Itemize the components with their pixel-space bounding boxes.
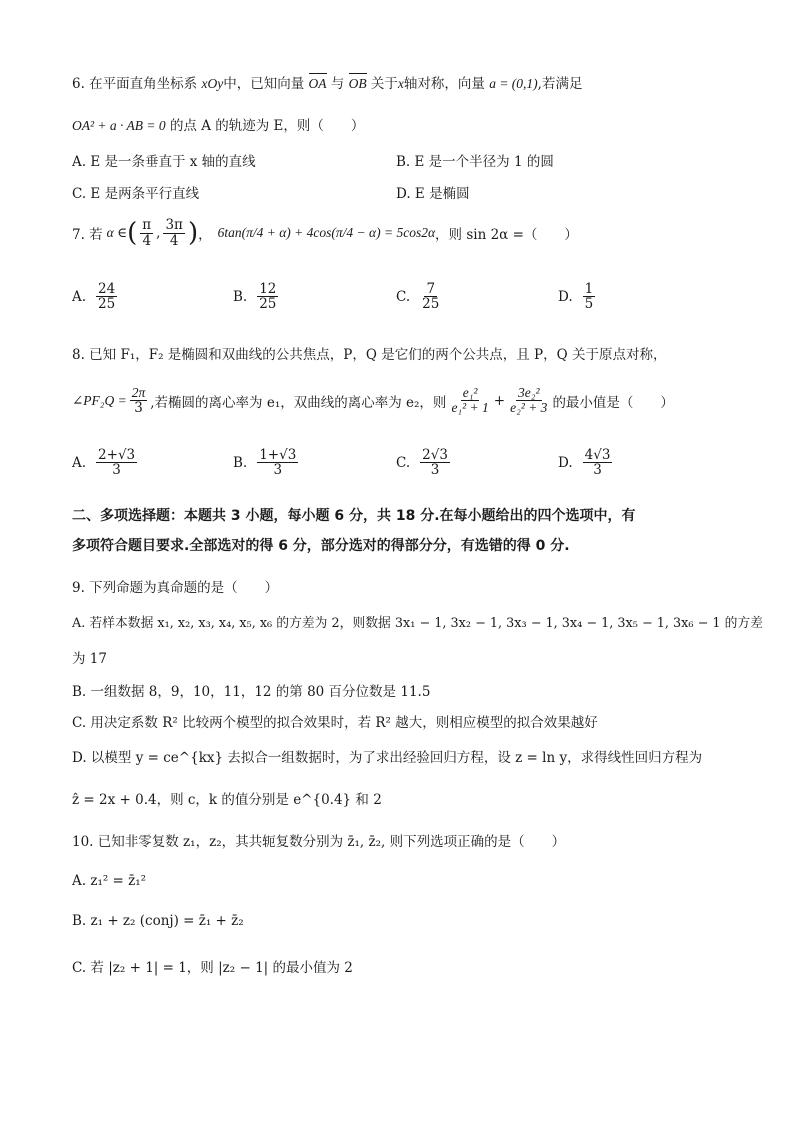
q8-option-a-frac: $\frac{2+√3}{3}$ [98,447,136,479]
q10-option-b: B. z₁ + z₂ (conj) = z̄₁ + z̄₂ [72,913,244,929]
section2-heading-line1: 二、多项选择题：本题共 3 小题，每小题 6 分，共 18 分.在每小题给出的四个选项中，有 [72,508,636,524]
q8-option-c-label: C. [396,454,411,471]
q8-end: 的最小值是（ ） [552,394,674,411]
q6-text-b: 中，已知向量 [223,76,305,92]
q7-suffix: ，则 sin 2α =（ ） [435,227,578,243]
q8-option-b [233,448,301,477]
q6-xoy: xOy [201,76,224,91]
q6-option-b: B. E 是一个半径为 1 的圆 [396,154,554,170]
q9-option-a-line1: A. 若样本数据 x₁, x₂, x₃, x₄, x₅, x₆ 的方差为 2，则数据 3x₁ − 1, 3x₂ − 1, 3x₃ − 1, 3x₄ − 1, 3x₅ − 1, 3x₆ − 1 的方差 [72,616,763,631]
q7-option-d-label: D. [558,288,573,305]
q8-angle-frac: $\frac{2\pi}{3}$ [131,385,146,417]
q6-condition: OA² + a · AB = 0 [72,118,166,133]
q7-interval-low: $\frac{\pi}{4}$ [142,217,152,249]
q7-paren-close: ) [187,218,199,248]
q8-option-b-label: B. [233,454,248,471]
q8-option-a [72,448,140,477]
q6-vec-oa: OA [308,76,327,91]
q6-option-c: C. E 是两条平行直线 [72,186,200,202]
q7-option-a-label: A. [72,288,87,305]
q9-option-d-line2: ẑ = 2x + 0.4，则 c，k 的值分别是 e^{0.4} 和 2 [72,792,382,808]
q6-text-line2: 的点 A 的轨迹为 E，则（ ） [169,118,365,134]
q8-mid: ,若椭圆的离心率为 e₁，双曲线的离心率为 e₂，则 [150,394,447,411]
q7-option-a [72,282,120,311]
q6-vec-a: a = (0,1) [489,76,538,91]
q6-text-e: ,若满足 [537,76,583,92]
q8-frac1: $\frac{\text{e₁²}}{\text{e₁² + 1}}$ [451,385,489,416]
q7-equation: 6tan(π/4 + α) + 4cos(π/4 − α) = 5cos2α [217,225,436,240]
q9-option-a-line2: 为 17 [72,651,107,667]
q6-text-d: 轴对称，向量 [403,76,485,92]
q7-option-b-label: B. [233,288,248,305]
q7-option-a-frac: $\frac{24}{25}$ [98,281,116,313]
q9-stem: 9. 下列命题为真命题的是（ ） [72,580,279,596]
q6-vec-ob: OB [348,76,367,91]
q10-option-a: A. z₁² = z̄₁² [72,873,147,889]
q7-option-c [396,282,444,311]
q7-line1: 7. 若 α ∈ ( $\frac{\pi}{4}$ , $\frac{3\pi}{4}$ ) ， 6tan(π/4 + α) + 4cos(π/4 − α) = 5cos2α ，则 sin 2α =（ ） [72,217,578,249]
q8-line2 [72,386,674,415]
q7-prefix: 7. 若 [72,227,103,243]
q7-paren-open: ( [127,218,138,248]
q9-option-d-line1: D. 以模型 y = ce^{kx} 去拟合一组数据时，为了求出经验回归方程，设 z = ln y，求得线性回归方程为 [72,750,703,766]
q7-option-c-label: C. [396,288,411,305]
q8-option-d [558,448,615,477]
q9-option-b: B. 一组数据 8，9，10，11，12 的第 80 百分位数是 11.5 [72,684,431,700]
q6-option-d: D. E 是椭圆 [396,186,470,202]
q8-option-d-frac: $\frac{4√3}{3}$ [584,447,611,479]
q6-line1 [72,72,582,92]
q8-line1: 8. 已知 F₁，F₂ 是椭圆和双曲线的公共焦点，P，Q 是它们的两个公共点，且 P，Q 关于原点对称， [72,347,667,363]
q9-option-c: C. 用决定系数 R² 比较两个模型的拟合效果时，若 R² 越大，则相应模型的拟合效果越好 [72,715,598,731]
q8-frac2: $\frac{\text{3e₂²}}{\text{e₂² + 3}}$ [510,385,548,416]
q8-option-b-frac: $\frac{1+√3}{3}$ [259,447,297,479]
q7-option-d [558,282,598,311]
q8-option-a-label: A. [72,454,87,471]
q7-option-b-frac: $\frac{12}{25}$ [259,281,277,313]
q8-option-d-label: D. [558,454,573,471]
q7-option-c-frac: $\frac{7}{25}$ [422,281,440,313]
q7-option-b [233,282,281,311]
q7-option-d-frac: $\frac{1}{5}$ [584,281,594,313]
q6-x: x [397,76,404,91]
q8-plus: + [493,392,506,409]
section2-heading-line2: 多项符合题目要求.全部选对的得 6 分，部分选对的得部分分，有选错的得 0 分. [72,538,570,554]
q6-text-a: 6. 在平面直角坐标系 [72,76,198,92]
q8-option-c-frac: $\frac{2√3}{3}$ [422,447,448,479]
q8-angle: ∠PF₂Q = [72,392,127,408]
q6-text-and: 与 [330,76,345,92]
q6-text-c: 关于 [370,76,398,92]
q6-line2 [72,114,364,134]
q6-option-a: A. E 是一条垂直于 x 轴的直线 [72,154,256,170]
q8-option-c [396,448,453,477]
q10-stem: 10. 已知非零复数 z₁，z₂，其共轭复数分别为 z̄₁, z̄₂, 则下列选项正确的是（ ） [72,834,566,850]
q7-alpha-in: α ∈ [106,225,128,240]
q7-interval-high: $\frac{3\pi}{4}$ [165,217,183,249]
q10-option-c: C. 若 |z₂ + 1| = 1，则 |z₂ − 1| 的最小值为 2 [72,960,353,976]
